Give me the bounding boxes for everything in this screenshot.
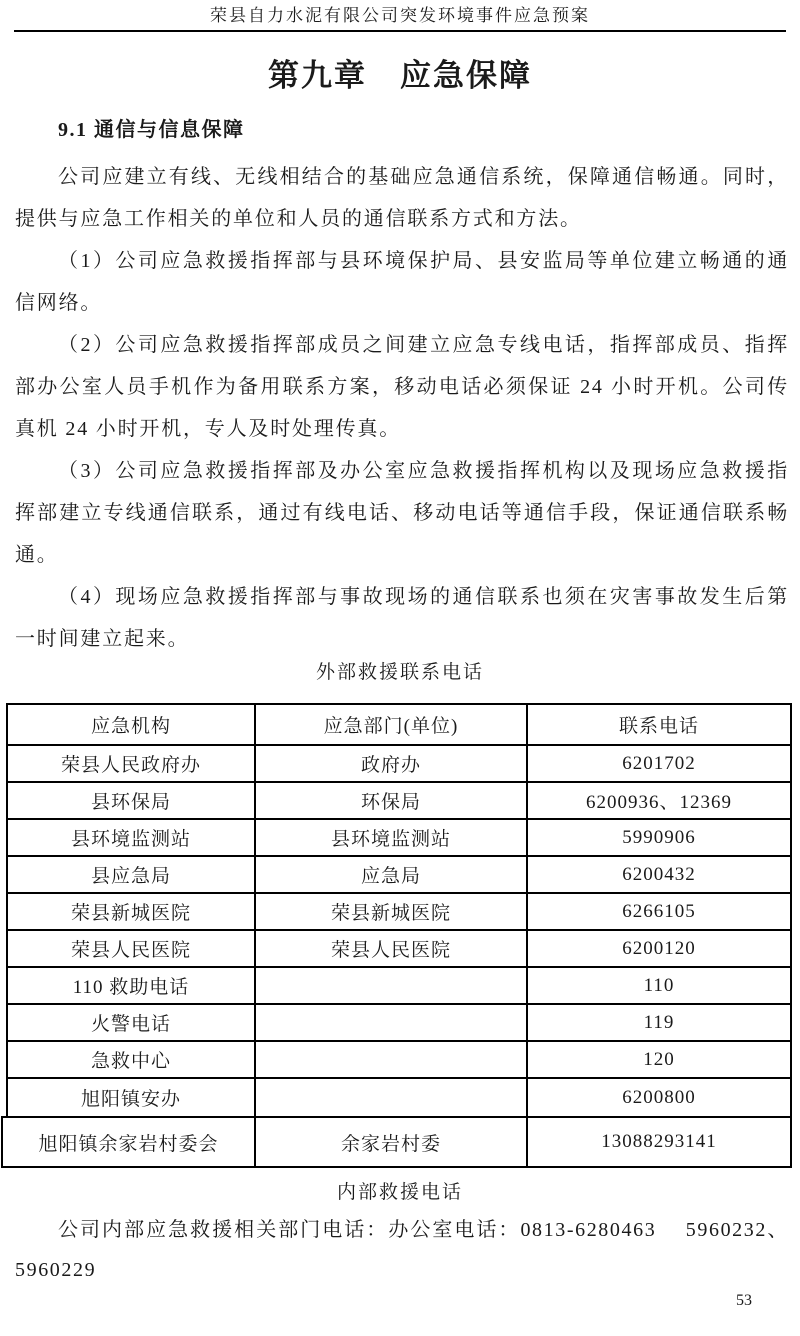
paragraph: （1）公司应急救援指挥部与县环境保护局、县安监局等单位建立畅通的通信网络。 xyxy=(15,250,789,314)
table-cell: 110 救助电话 xyxy=(8,968,256,1003)
table-cell: 应急局 xyxy=(256,857,528,892)
table-cell: 县应急局 xyxy=(8,857,256,892)
table-cell: 13088293141 xyxy=(601,1131,717,1152)
table-cell: 县环保局 xyxy=(8,783,256,818)
internal-phone-paragraph: 公司内部应急救援相关部门电话：办公室电话：0813-6280463 5960232、5960229 xyxy=(15,1219,789,1281)
table-cell: 县环境监测站 xyxy=(256,820,528,855)
table-row xyxy=(6,1005,792,1042)
table-row xyxy=(6,1042,792,1079)
paragraph: 公司应建立有线、无线相结合的基础应急通信系统，保障通信畅通。同时，提供与应急工作相关的单位和人员的通信联系方式和方法。 xyxy=(15,166,789,230)
table-cell: 环保局 xyxy=(256,783,528,818)
table-cell: 6200120 xyxy=(622,937,696,959)
page-header-title: 荣县自力水泥有限公司突发环境事件应急预案 xyxy=(210,6,590,25)
table-row xyxy=(6,783,792,820)
table-cell: 旭阳镇安办 xyxy=(8,1079,256,1116)
table-header-cell: 联系电话 xyxy=(618,716,699,737)
page-number: 53 xyxy=(736,1292,752,1309)
table-cell: 县环境监测站 xyxy=(8,820,256,855)
table-cell: 荣县新城医院 xyxy=(256,894,528,929)
paragraph: （2）公司应急救援指挥部成员之间建立应急专线电话，指挥部成员、指挥部办公室人员手机作为备用联系方案，移动电话必须保证 24 小时开机。公司传真机 24 小时开机，专人及时处理传真。 xyxy=(15,334,789,440)
table-cell: 5990906 xyxy=(622,826,696,848)
table-cell: 120 xyxy=(643,1048,675,1070)
table-cell: 6200936、12369 xyxy=(585,792,732,813)
table-row xyxy=(6,968,792,1005)
table-row xyxy=(6,894,792,931)
table-row xyxy=(1,1116,792,1168)
table-cell: 110 xyxy=(643,974,675,996)
table-cell: 荣县人民医院 xyxy=(8,931,256,966)
external-table-caption: 外部救援联系电话 xyxy=(315,662,484,683)
chapter-title: 第九章 应急保障 xyxy=(268,58,532,93)
header-divider xyxy=(14,30,786,32)
table-cell: 荣县人民医院 xyxy=(256,931,528,966)
paragraph: （3）公司应急救援指挥部及办公室应急救援指挥机构以及现场应急救援指挥部建立专线通信联系，通过有线电话、移动电话等通信手段，保证通信联系畅通。 xyxy=(15,460,789,566)
section-heading: 9.1 通信与信息保障 xyxy=(58,119,245,141)
table-header-cell: 应急机构 xyxy=(8,705,256,744)
table-cell: 急救中心 xyxy=(8,1042,256,1077)
table-row xyxy=(6,746,792,783)
table-cell: 119 xyxy=(643,1011,675,1033)
table-cell: 6200800 xyxy=(622,1086,696,1108)
table-cell xyxy=(256,1005,528,1040)
table-row xyxy=(6,1079,792,1116)
table-cell: 6201702 xyxy=(622,752,696,774)
table-cell: 旭阳镇余家岩村委会 xyxy=(3,1118,256,1166)
paragraph: （4）现场应急救援指挥部与事故现场的通信联系也须在灾害事故发生后第一时间建立起来。 xyxy=(15,586,789,650)
table-cell: 6200432 xyxy=(622,863,696,885)
table-cell: 荣县人民政府办 xyxy=(8,746,256,781)
table-cell: 火警电话 xyxy=(8,1005,256,1040)
table-cell: 荣县新城医院 xyxy=(8,894,256,929)
table-row xyxy=(6,820,792,857)
external-rescue-table xyxy=(6,703,792,1168)
table-row xyxy=(6,931,792,968)
table-header-cell: 应急部门(单位) xyxy=(256,705,528,744)
table-cell xyxy=(256,1079,528,1116)
table-row xyxy=(6,857,792,894)
table-cell xyxy=(256,968,528,1003)
table-cell: 余家岩村委 xyxy=(256,1118,528,1166)
section-body xyxy=(15,156,789,660)
table-cell: 政府办 xyxy=(256,746,528,781)
table-cell: 6266105 xyxy=(622,900,696,922)
table-cell xyxy=(256,1042,528,1077)
internal-table-caption: 内部救援电话 xyxy=(336,1182,463,1203)
table-header-row xyxy=(6,705,792,746)
